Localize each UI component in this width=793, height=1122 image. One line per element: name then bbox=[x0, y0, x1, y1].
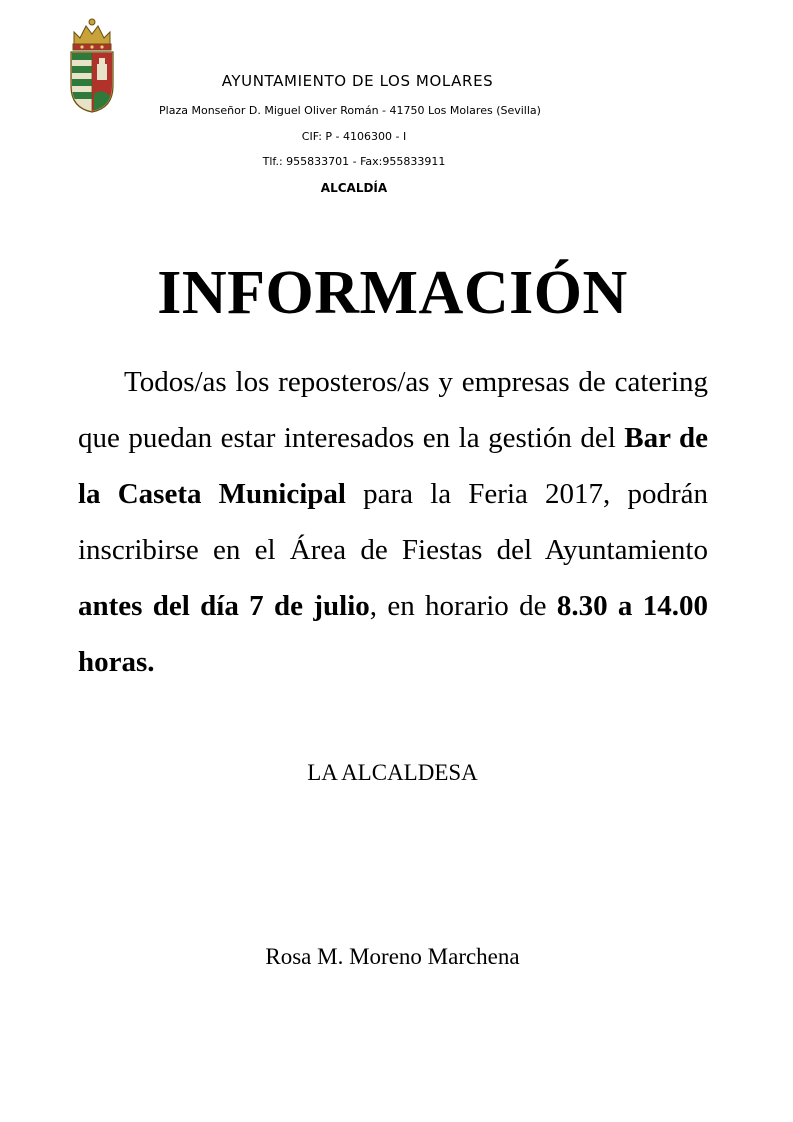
signer-name: Rosa M. Moreno Marchena bbox=[265, 944, 520, 969]
body-bold-hours: 8.30 a 14.00 horas. bbox=[78, 590, 708, 678]
notice-body bbox=[78, 354, 708, 690]
signer-role: LA ALCALDESA bbox=[307, 760, 478, 785]
organization-phone-fax: Tlf.: 955833701 - Fax:955833911 bbox=[262, 155, 446, 168]
body-text-2: para la Feria 2017, podrán inscribirse en el Área de Fiestas del Ayuntamiento bbox=[78, 478, 708, 566]
notice-title: INFORMACIÓN bbox=[157, 259, 628, 327]
body-bold-deadline: antes del día 7 de julio bbox=[78, 590, 370, 622]
organization-address: Plaza Monseñor D. Miguel Oliver Román - 41750 Los Molares (Sevilla) bbox=[159, 104, 541, 117]
department-name: ALCALDÍA bbox=[320, 181, 388, 195]
body-bold-venue: Bar de la Caseta Municipal bbox=[78, 422, 708, 510]
body-text-1: Todos/as los reposteros/as y empresas de catering que puedan estar interesados en la gestión del bbox=[78, 366, 708, 454]
municipal-coat-of-arms-icon bbox=[68, 16, 116, 114]
organization-cif: CIF: P - 4106300 - I bbox=[301, 130, 407, 143]
body-text-3: , en horario de bbox=[369, 590, 557, 622]
organization-name: AYUNTAMIENTO DE LOS MOLARES bbox=[221, 72, 494, 90]
